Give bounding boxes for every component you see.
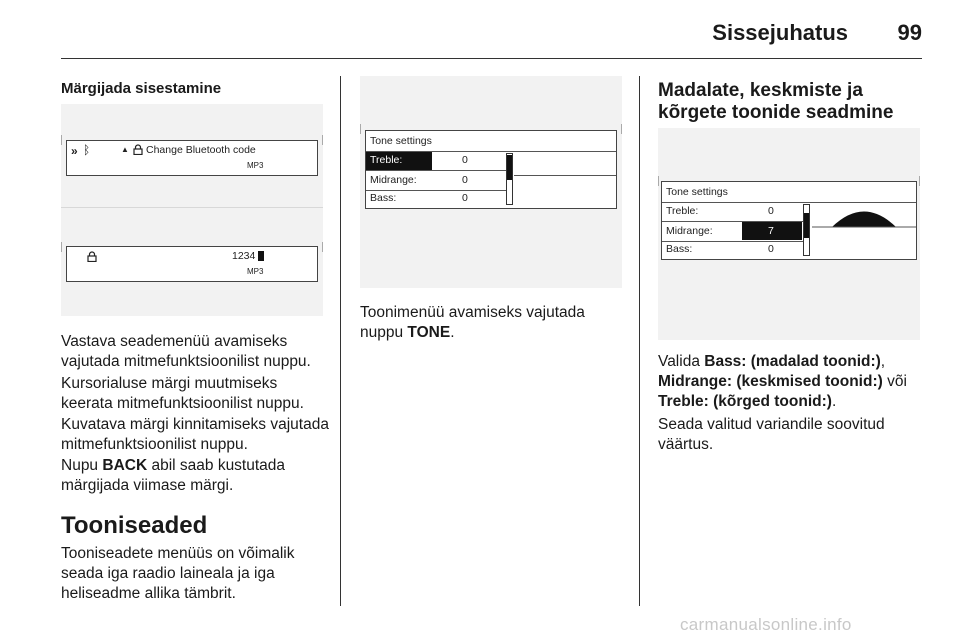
figure-tone-adjust: [658, 128, 920, 340]
tone-adjust-screen: [661, 181, 917, 260]
figure-tone-settings-menu: [360, 76, 622, 288]
section-heading-tone-settings: Tooniseaded: [61, 512, 208, 539]
watermark: carmanualsonline.info: [680, 615, 852, 634]
lock-icon: [133, 144, 143, 155]
paragraph: Tooniseadete menüüs on võimalik seada iga raadio laineala ja iga heliseadme allika tämbrit.: [61, 545, 295, 602]
source-label: MP3: [247, 267, 264, 276]
paragraph-back-button: Nupu BACK abil saab kustutada märgijada viimase märgi.: [61, 457, 286, 494]
bluetooth-code-title: Change Bluetooth code: [146, 144, 256, 156]
tone-settings-title: Tone settings: [370, 135, 432, 147]
scrollbar-thumb: [507, 155, 512, 180]
tone-row-treble: Treble: 0: [666, 205, 774, 217]
column-divider-1: [340, 76, 341, 606]
page-header: [61, 14, 922, 59]
lock-icon: [87, 251, 97, 262]
tone-row-midrange: Midrange: 7: [666, 225, 774, 237]
scrollbar: [506, 153, 513, 205]
code-entry-screen: [66, 246, 318, 282]
tone-settings-title: Tone settings: [666, 186, 728, 198]
paragraph: Kursorialuse märgi muutmiseks keerata mitmefunktsioonilist nuppu.: [61, 375, 304, 412]
figure-bluetooth-code: [61, 104, 323, 316]
bluetooth-icon: ᛒ: [83, 143, 91, 157]
caption-tone-button: Toonimenüü avamiseks vajutada nuppu TONE.: [360, 304, 585, 341]
section-heading-character-input: Märgijada sisestamine: [61, 80, 222, 97]
entered-code: 1234: [232, 250, 256, 262]
column-divider-2: [639, 76, 640, 606]
paragraph-select-options: Valida Bass: (madalad toonid:), Midrange: (keskmised toonid:) või Treble: (kõrged toonid:).: [658, 353, 907, 410]
page-number: 99: [897, 20, 922, 45]
paragraph: Seada valitud variandile soovitud väärtus.: [658, 416, 885, 453]
tone-row-bass: Bass: 0: [666, 243, 774, 255]
scrollbar-thumb: [804, 213, 809, 238]
forward-icon: »: [71, 144, 78, 158]
tone-row-treble: Treble: 0: [370, 154, 468, 166]
paragraph: Vastava seademenüü avamiseks vajutada mitmefunktsioonilist nuppu.: [61, 333, 311, 370]
tone-button-name: TONE: [407, 324, 451, 341]
source-label: MP3: [247, 161, 264, 170]
back-button-name: BACK: [102, 457, 148, 474]
arrow-up-icon: ▲: [121, 145, 129, 154]
section-heading-bass-mid-treble: Madalate, keskmiste ja kõrgete toonide seadmine: [658, 80, 894, 123]
paragraph: Kuvatava märgi kinnitamiseks vajutada mitmefunktsioonilist nuppu.: [61, 416, 329, 453]
tone-row-bass: Bass: 0: [370, 192, 468, 204]
bluetooth-code-screen: [66, 140, 318, 176]
equalizer-curve: [812, 202, 916, 228]
tone-settings-screen: [365, 130, 617, 209]
scrollbar: [803, 204, 810, 256]
page-header-title: Sissejuhatus: [712, 20, 848, 45]
tone-row-midrange: Midrange: 0: [370, 174, 468, 186]
cursor-block: [258, 251, 264, 261]
